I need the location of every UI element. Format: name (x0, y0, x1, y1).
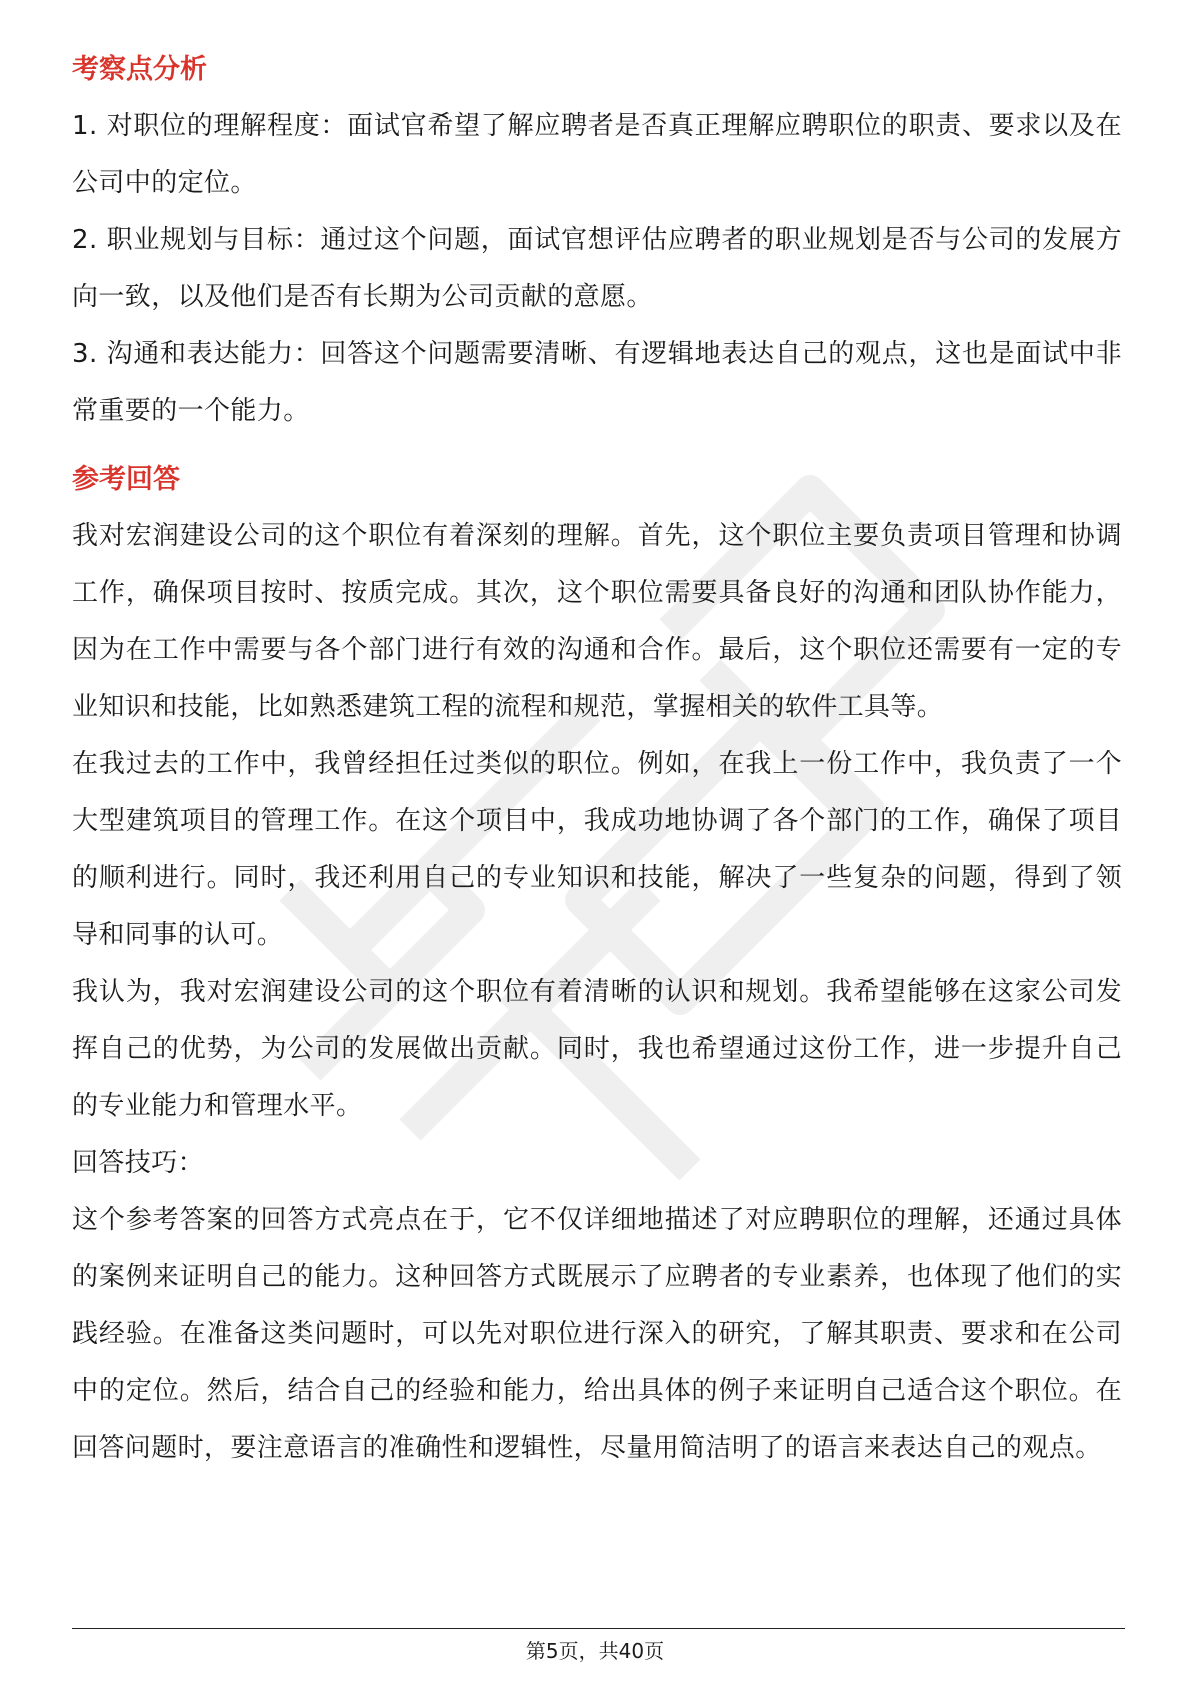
page-content (72, 48, 1122, 1477)
reference-heading: 参考回答 (72, 464, 180, 495)
reference-paragraph-3: 我认为，我对宏润建设公司的这个职位有着清晰的认识和规划。我希望能够在这家公司发挥自己的优势，为公司的发展做出贡献。同时，我也希望通过这份工作，进一步提升自己的专业能力和管理水平。 (72, 977, 1122, 1121)
reference-paragraph-1: 我对宏润建设公司的这个职位有着深刻的理解。首先，这个职位主要负责项目管理和协调工作，确保项目按时、按质完成。其次，这个职位需要具备良好的沟通和团队协作能力，因为在工作中需要与各个部门进行有效的沟通和合作。最后，这个职位还需要有一定的专业知识和技能，比如熟悉建筑工程的流程和规范，掌握相关的软件工具等。 (72, 521, 1122, 722)
reference-paragraph-2: 在我过去的工作中，我曾经担任过类似的职位。例如，在我上一份工作中，我负责了一个大型建筑项目的管理工作。在这个项目中，我成功地协调了各个部门的工作，确保了项目的顺利进行。同时，我还利用自己的专业知识和技能，解决了一些复杂的问题，得到了领导和同事的认可。 (72, 749, 1122, 950)
tips-label: 回答技巧： (72, 1148, 205, 1178)
analysis-item-1: 1. 对职位的理解程度：面试官希望了解应聘者是否真正理解应聘职位的职责、要求以及在公司中的定位。 (72, 111, 1122, 198)
analysis-heading: 考察点分析 (72, 54, 207, 85)
analysis-item-2: 2. 职业规划与目标：通过这个问题，面试官想评估应聘者的职业规划是否与公司的发展方向一致，以及他们是否有长期为公司贡献的意愿。 (72, 225, 1122, 312)
footer-divider (72, 1628, 1125, 1629)
page-number: 第5页，共40页 (525, 1639, 665, 1663)
analysis-item-3: 3. 沟通和表达能力：回答这个问题需要清晰、有逻辑地表达自己的观点，这也是面试中非常重要的一个能力。 (72, 339, 1122, 426)
tips-paragraph: 这个参考答案的回答方式亮点在于，它不仅详细地描述了对应聘职位的理解，还通过具体的案例来证明自己的能力。这种回答方式既展示了应聘者的专业素养，也体现了他们的实践经验。在准备这类问题时，可以先对职位进行深入的研究，了解其职责、要求和在公司中的定位。然后，结合自己的经验和能力，给出具体的例子来证明自己适合这个职位。在回答问题时，要注意语言的准确性和逻辑性，尽量用简洁明了的语言来表达自己的观点。 (72, 1205, 1122, 1463)
